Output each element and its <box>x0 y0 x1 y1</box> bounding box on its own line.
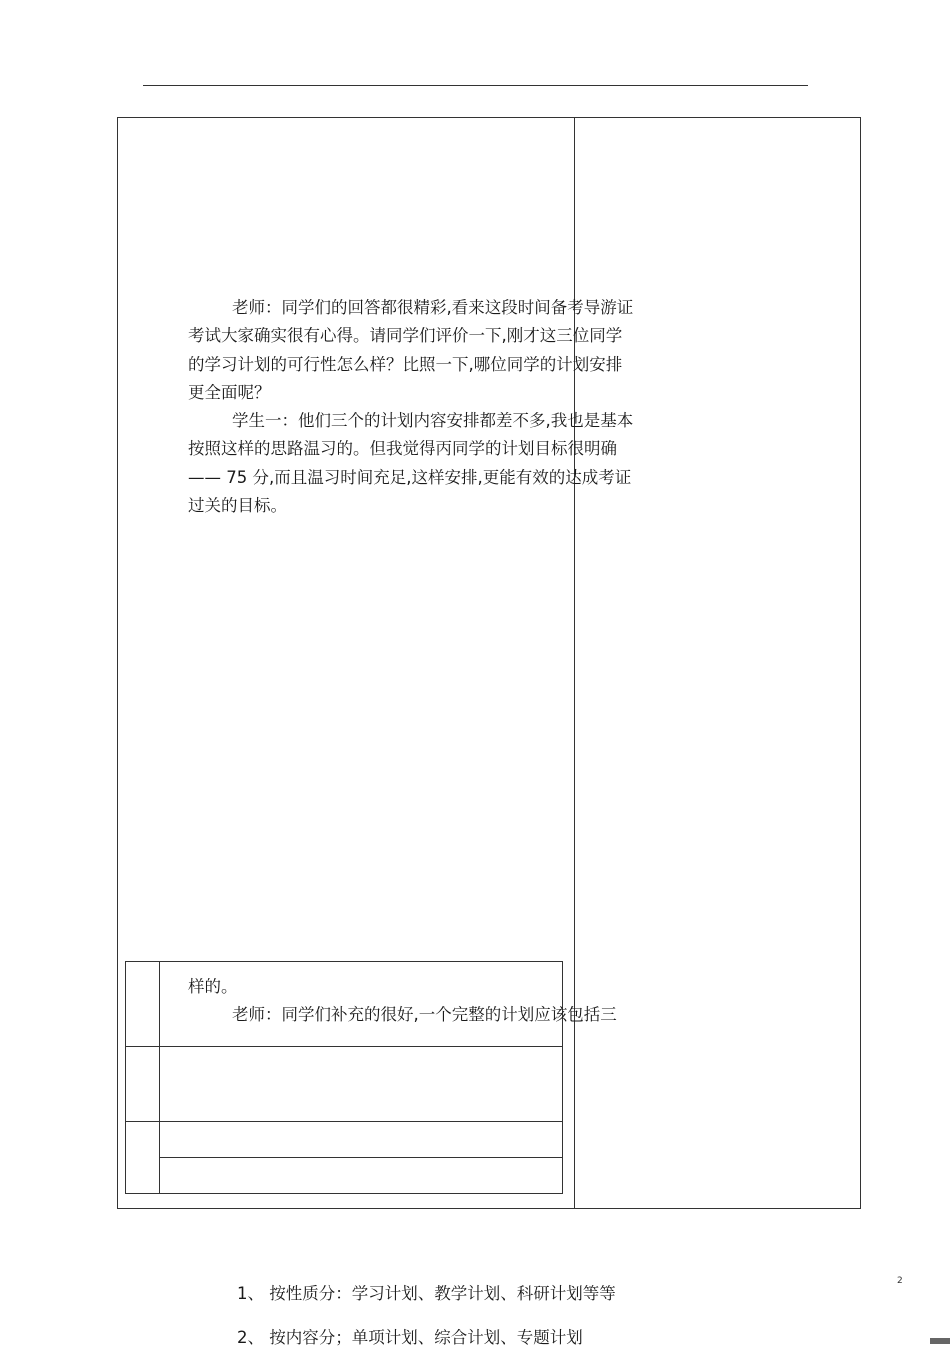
inner-table-row-divider <box>125 1046 563 1047</box>
dialogue-upper <box>188 294 636 520</box>
dialogue-paragraph: 样的。 <box>188 977 238 996</box>
list-item: 2、 按内容分；单项计划、综合计划、专题计划 <box>237 1328 583 1347</box>
lesson-table-column-divider <box>574 117 575 1209</box>
header-rule <box>143 85 808 86</box>
dialogue-paragraph: 学生一：他们三个的计划内容安排都差不多,我也是基本按照这样的思路温习的。但我觉得丙同学的计划目标很明确—— 75 分,而且温习时间充足,这样安排,更能有效的达成考证过关的目标。 <box>188 411 634 516</box>
dialogue-paragraph: 老师：同学们的回答都很精彩,看来这段时间备考导游证考试大家确实很有心得。请同学们评价一下,刚才这三位同学的学习计划的可行性怎么样？比照一下,哪位同学的计划安排更全面呢？ <box>188 298 634 402</box>
dialogue-lower <box>188 973 636 1030</box>
list-item: 1、 按性质分：学习计划、教学计划、科研计划等等 <box>237 1284 616 1303</box>
inner-table-row-divider <box>159 1157 563 1158</box>
dialogue-paragraph: 老师：同学们补充的很好,一个完整的计划应该包括三 <box>232 1005 617 1025</box>
scroll-corner-mark <box>930 1338 950 1344</box>
inner-table-column-divider <box>159 961 160 1194</box>
inner-table-row-divider <box>125 1121 563 1122</box>
page-number: 2 <box>897 1276 903 1286</box>
